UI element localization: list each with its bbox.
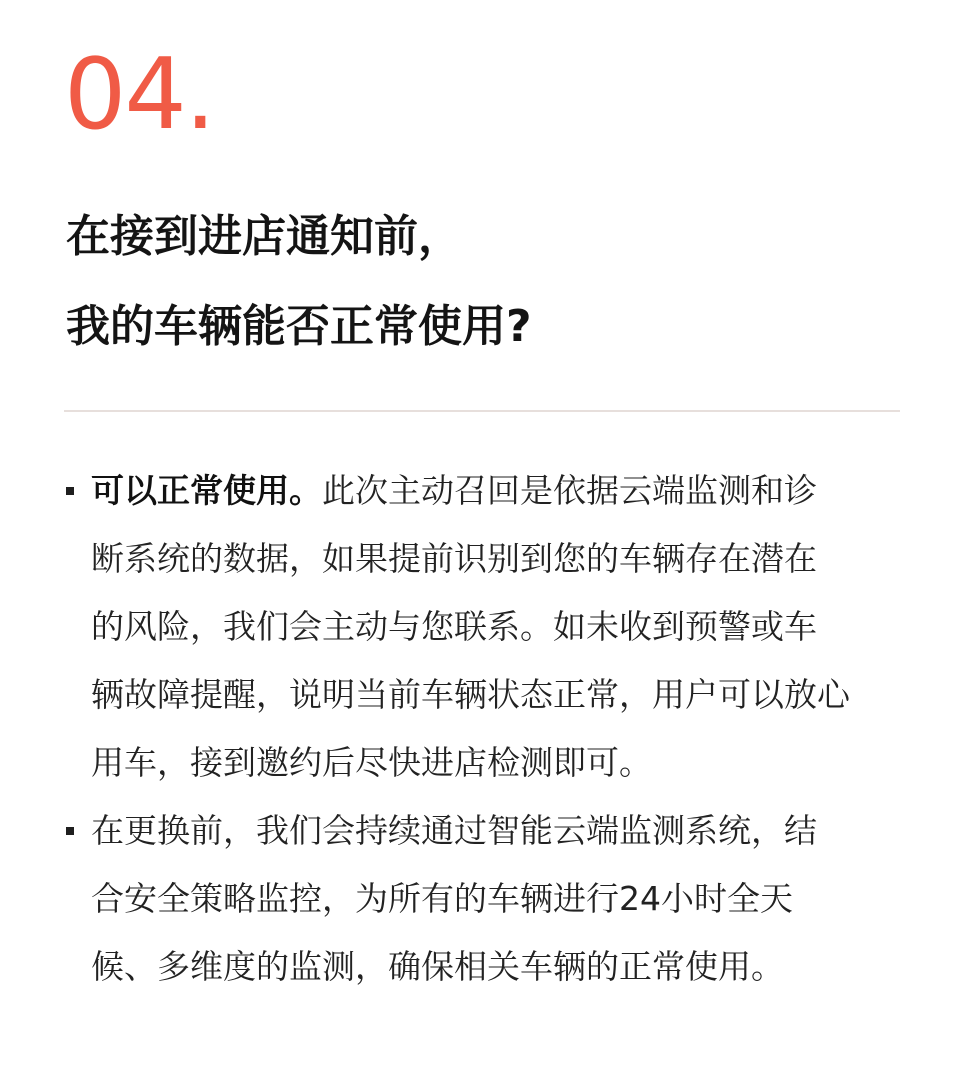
answer-line: 断系统的数据，如果提前识别到您的车辆存在潜在 [91,539,817,578]
question-line-1: 在接到进店通知前， [66,211,462,262]
answer-line [91,457,904,525]
divider [64,410,900,412]
answer-line: 用车，接到邀约后尽快进店检测即可。 [91,743,652,782]
question-line-2: 我的车辆能否正常使用? [66,301,532,352]
answer-line: 辆故障提醒，说明当前车辆状态正常，用户可以放心 [91,675,850,714]
answer-highlight: 可以正常使用。 [91,471,322,510]
answer-item [64,457,904,797]
answer-list [64,457,904,1001]
answer-item [64,797,904,1001]
answer-text: 此次主动召回是依据云端监测和诊 [322,471,817,510]
answer-line: 候、多维度的监测，确保相关车辆的正常使用。 [91,947,784,986]
answer-line: 在更换前，我们会持续通过智能云端监测系统，结 [91,811,817,850]
section-number: 04. [64,38,214,152]
answer-line: 合安全策略监控，为所有的车辆进行24小时全天 [91,879,793,918]
bullet-icon [66,827,74,835]
question-heading [66,192,906,372]
bullet-icon [66,487,74,495]
answer-line: 的风险，我们会主动与您联系。如未收到预警或车 [91,607,817,646]
